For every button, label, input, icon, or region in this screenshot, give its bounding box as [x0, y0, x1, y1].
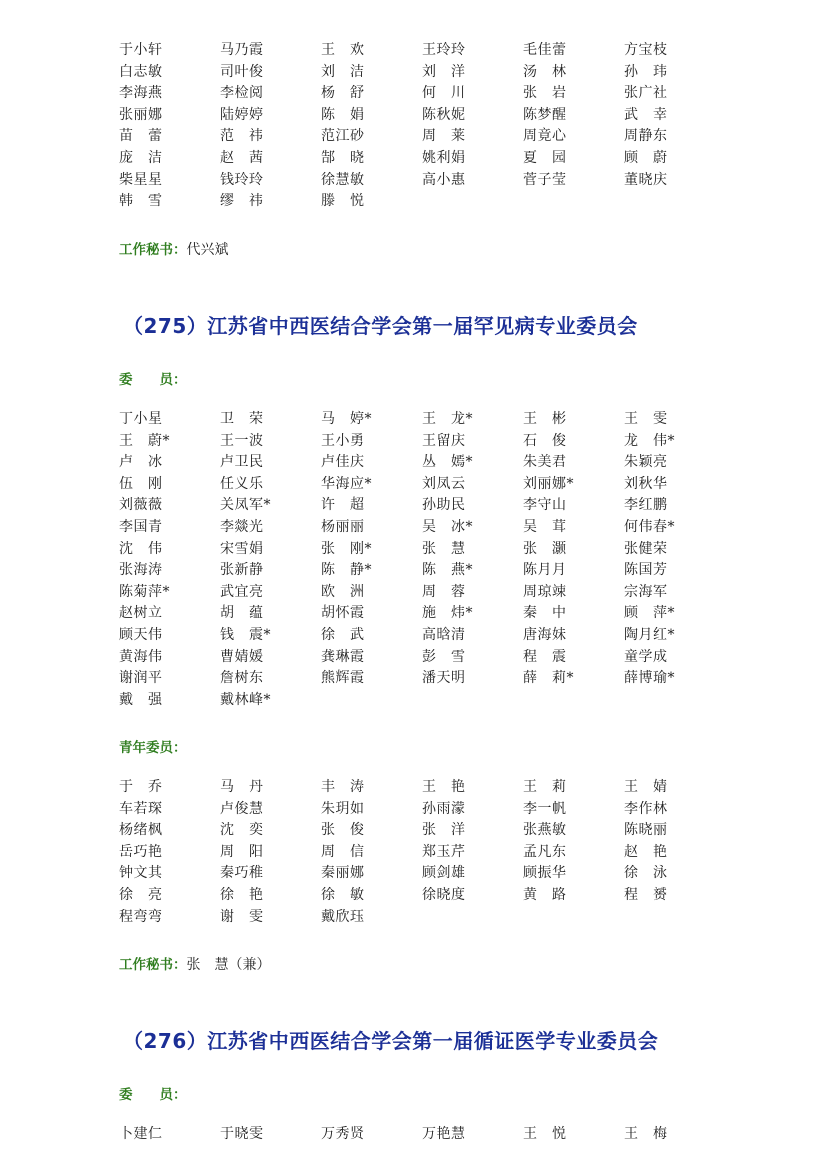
name-row — [119, 539, 739, 561]
person-name: 杨丽丽 — [321, 518, 365, 535]
section-title-275: （275）江苏省中西医结合学会第一届罕见病专业委员会 — [123, 314, 638, 338]
person-name: 程 震 — [523, 648, 567, 665]
person-name: 秦丽娜 — [321, 865, 365, 882]
name-row — [119, 603, 739, 625]
person-name: 杨绪枫 — [119, 822, 163, 839]
person-name: 刘 洋 — [422, 63, 466, 80]
person-name: 陆婷婷 — [220, 106, 264, 123]
person-name: 张 刚* — [321, 540, 372, 557]
person-name: 马 婷* — [321, 411, 372, 427]
name-row — [119, 777, 739, 799]
youth-grid-275 — [119, 777, 739, 928]
person-name: 王 婧 — [624, 779, 668, 795]
secretary-line — [119, 238, 229, 259]
secretary-line-275 — [119, 953, 271, 974]
person-name: 何伟春* — [624, 518, 675, 535]
name-row — [119, 842, 739, 864]
person-name: 孙雨濛 — [422, 800, 466, 817]
person-name: 白志敏 — [119, 63, 163, 80]
person-name: 董晓庆 — [624, 171, 668, 188]
person-name: 陈晓丽 — [624, 822, 668, 839]
person-name: 王 艳 — [422, 779, 466, 795]
person-name: 徐 亮 — [119, 886, 163, 903]
person-name: 龙 伟* — [624, 432, 675, 449]
person-name: 周 蓉 — [422, 583, 466, 600]
person-name: 高晗清 — [422, 626, 466, 643]
person-name: 童学成 — [624, 648, 668, 665]
name-row — [119, 452, 739, 474]
person-name: 夏 园 — [523, 149, 567, 166]
person-name: 张 慧 — [422, 540, 466, 557]
section-title-276: （276）江苏省中西医结合学会第一届循证医学专业委员会 — [123, 1029, 659, 1053]
name-row — [119, 83, 739, 105]
name-row — [119, 105, 739, 127]
person-name: 沈 奕 — [220, 822, 264, 839]
person-name: 王 梅 — [624, 1126, 668, 1142]
name-row — [119, 560, 739, 582]
name-row — [119, 1124, 739, 1146]
person-name: 石 俊 — [523, 432, 567, 449]
person-name: 李作林 — [624, 800, 668, 817]
name-grid-previous-committee — [119, 40, 739, 213]
name-row — [119, 885, 739, 907]
person-name: 卢 冰 — [119, 454, 163, 471]
person-name: 黄海伟 — [119, 648, 163, 665]
person-name: 朱玥如 — [321, 800, 365, 817]
person-name: 王 蔚* — [119, 432, 170, 449]
name-row — [119, 170, 739, 192]
person-name: 华海应* — [321, 475, 372, 492]
person-name: 李国青 — [119, 518, 163, 535]
person-name: 马 丹 — [220, 779, 264, 795]
person-name: 丛 嫣* — [422, 454, 473, 471]
person-name: 陈国芳 — [624, 562, 668, 579]
person-name: 司叶俊 — [220, 63, 264, 80]
person-name: 陈月月 — [523, 562, 567, 579]
person-name: 周 阳 — [220, 843, 264, 860]
person-name: 顾 蔚 — [624, 149, 668, 166]
person-name: 陈 燕* — [422, 562, 473, 579]
person-name: 熊辉霞 — [321, 670, 365, 687]
person-name: 李海燕 — [119, 85, 163, 102]
name-row — [119, 863, 739, 885]
person-name: 宋雪娟 — [220, 540, 264, 557]
person-name: 王 莉 — [523, 779, 567, 795]
person-name: 苗 蕾 — [119, 128, 163, 145]
person-name: 王 悦 — [523, 1126, 567, 1142]
secretary-name-275: 张 慧（兼） — [186, 957, 271, 973]
person-name: 杨 舒 — [321, 85, 365, 102]
person-name: 孙助民 — [422, 497, 466, 514]
person-name: 陈菊萍* — [119, 583, 170, 600]
name-row — [119, 690, 739, 712]
name-row — [119, 474, 739, 496]
person-name: 王 雯 — [624, 411, 668, 427]
person-name: 王 龙* — [422, 411, 473, 427]
name-row — [119, 495, 739, 517]
person-name: 万艳慧 — [422, 1126, 466, 1142]
person-name: 吴 冰* — [422, 518, 473, 535]
person-name: 马乃霞 — [220, 42, 264, 58]
person-name: 顾天伟 — [119, 626, 163, 643]
person-name: 姚利娟 — [422, 149, 466, 166]
name-row — [119, 148, 739, 170]
person-name: 彭 雪 — [422, 648, 466, 665]
person-name: 范 祎 — [220, 128, 264, 145]
person-name: 张海涛 — [119, 562, 163, 579]
person-name: 胡怀霞 — [321, 605, 365, 622]
person-name: 张新静 — [220, 562, 264, 579]
person-name: 张 洋 — [422, 822, 466, 839]
name-row — [119, 625, 739, 647]
person-name: 张 岩 — [523, 85, 567, 102]
person-name: 徐 武 — [321, 626, 365, 643]
person-name: 方宝枝 — [624, 42, 668, 58]
person-name: 郜 晓 — [321, 149, 365, 166]
person-name: 赵 茜 — [220, 149, 264, 166]
person-name: 周 莱 — [422, 128, 466, 145]
person-name: 李检阅 — [220, 85, 264, 102]
person-name: 胡 蕴 — [220, 605, 264, 622]
person-name: 王 彬 — [523, 411, 567, 427]
members-label-275: 委 员： — [119, 372, 187, 388]
person-name: 钱玲玲 — [220, 171, 264, 188]
person-name: 孟凡东 — [523, 843, 567, 860]
person-name: 钟文其 — [119, 865, 163, 882]
members-grid-275 — [119, 409, 739, 711]
secretary-label: 工作秘书： — [119, 242, 187, 258]
person-name: 潘天明 — [422, 670, 466, 687]
person-name: 丁小星 — [119, 411, 163, 427]
person-name: 陈梦醒 — [523, 106, 567, 123]
person-name: 卫 荣 — [220, 411, 264, 427]
person-name: 谢 雯 — [220, 908, 264, 925]
person-name: 刘 洁 — [321, 63, 365, 80]
person-name: 王玲玲 — [422, 42, 466, 58]
person-name: 薛 莉* — [523, 670, 574, 687]
person-name: 李一帆 — [523, 800, 567, 817]
person-name: 岳巧艳 — [119, 843, 163, 860]
person-name: 吴 茸 — [523, 518, 567, 535]
person-name: 程弯弯 — [119, 908, 163, 925]
members-grid-276 — [119, 1124, 739, 1146]
person-name: 周 信 — [321, 843, 365, 860]
person-name: 滕 悦 — [321, 193, 365, 210]
secretary-name: 代兴斌 — [186, 242, 229, 258]
person-name: 柴星星 — [119, 171, 163, 188]
person-name: 徐 艳 — [220, 886, 264, 903]
person-name: 张健荣 — [624, 540, 668, 557]
person-name: 李红鹏 — [624, 497, 668, 514]
name-row — [119, 191, 739, 213]
members-label-276: 委 员： — [119, 1087, 187, 1103]
name-row — [119, 62, 739, 84]
person-name: 顾 萍* — [624, 605, 675, 622]
person-name: 王留庆 — [422, 432, 466, 449]
name-row — [119, 668, 739, 690]
person-name: 欧 洲 — [321, 583, 365, 600]
person-name: 秦巧稚 — [220, 865, 264, 882]
person-name: 程 赟 — [624, 886, 668, 903]
person-name: 钱 震* — [220, 626, 271, 643]
person-name: 赵树立 — [119, 605, 163, 622]
person-name: 陈 静* — [321, 562, 372, 579]
person-name: 汤 林 — [523, 63, 567, 80]
person-name: 赵 艳 — [624, 843, 668, 860]
person-name: 周琼竦 — [523, 583, 567, 600]
person-name: 武 幸 — [624, 106, 668, 123]
name-row — [119, 647, 739, 669]
person-name: 卢卫民 — [220, 454, 264, 471]
name-row — [119, 409, 739, 431]
person-name: 朱美君 — [523, 454, 567, 471]
person-name: 于晓雯 — [220, 1126, 264, 1142]
person-name: 庞 洁 — [119, 149, 163, 166]
person-name: 毛佳蕾 — [523, 42, 567, 58]
name-row — [119, 799, 739, 821]
person-name: 黄 路 — [523, 886, 567, 903]
person-name: 戴欣珏 — [321, 908, 365, 925]
name-row — [119, 431, 739, 453]
person-name: 宗海军 — [624, 583, 668, 600]
person-name: 曹婧媛 — [220, 648, 264, 665]
person-name: 刘秋华 — [624, 475, 668, 492]
person-name: 许 超 — [321, 497, 365, 514]
person-name: 卢佳庆 — [321, 454, 365, 471]
person-name: 何 川 — [422, 85, 466, 102]
person-name: 顾剑雄 — [422, 865, 466, 882]
person-name: 车若琛 — [119, 800, 163, 817]
person-name: 张丽娜 — [119, 106, 163, 123]
person-name: 王小勇 — [321, 432, 365, 449]
person-name: 薛博瑜* — [624, 670, 675, 687]
person-name: 关凤军* — [220, 497, 271, 514]
person-name: 缪 祎 — [220, 193, 264, 210]
person-name: 伍 刚 — [119, 475, 163, 492]
person-name: 张 灏 — [523, 540, 567, 557]
person-name: 沈 伟 — [119, 540, 163, 557]
person-name: 于小轩 — [119, 42, 163, 58]
name-row — [119, 582, 739, 604]
name-row — [119, 820, 739, 842]
person-name: 徐慧敏 — [321, 171, 365, 188]
person-name: 郑玉芹 — [422, 843, 466, 860]
name-row — [119, 907, 739, 929]
name-row — [119, 126, 739, 148]
person-name: 张燕敏 — [523, 822, 567, 839]
person-name: 于 乔 — [119, 779, 163, 795]
person-name: 卜建仁 — [119, 1126, 163, 1142]
person-name: 菅子莹 — [523, 171, 567, 188]
person-name: 朱颖亮 — [624, 454, 668, 471]
person-name: 唐海妹 — [523, 626, 567, 643]
person-name: 戴 强 — [119, 691, 163, 708]
person-name: 武宜亮 — [220, 583, 264, 600]
person-name: 徐 泳 — [624, 865, 668, 882]
person-name: 刘丽娜* — [523, 475, 574, 492]
person-name: 龚琳霞 — [321, 648, 365, 665]
person-name: 周竟心 — [523, 128, 567, 145]
person-name: 李燚光 — [220, 518, 264, 535]
person-name: 戴林峰* — [220, 691, 271, 708]
person-name: 张广社 — [624, 85, 668, 102]
youth-label-275: 青年委员： — [119, 740, 187, 756]
person-name: 丰 涛 — [321, 779, 365, 795]
person-name: 刘凤云 — [422, 475, 466, 492]
person-name: 王 欢 — [321, 42, 365, 58]
person-name: 孙 玮 — [624, 63, 668, 80]
person-name: 范江砂 — [321, 128, 365, 145]
name-row — [119, 40, 739, 62]
name-row — [119, 517, 739, 539]
person-name: 施 炜* — [422, 605, 473, 622]
person-name: 秦 中 — [523, 605, 567, 622]
person-name: 徐 敏 — [321, 886, 365, 903]
person-name: 周静东 — [624, 128, 668, 145]
person-name: 陈秋妮 — [422, 106, 466, 123]
person-name: 陶月红* — [624, 626, 675, 643]
person-name: 谢润平 — [119, 670, 163, 687]
person-name: 李守山 — [523, 497, 567, 514]
person-name: 任义乐 — [220, 475, 264, 492]
secretary-label-275: 工作秘书： — [119, 957, 187, 973]
person-name: 徐晓度 — [422, 886, 466, 903]
person-name: 卢俊慧 — [220, 800, 264, 817]
person-name: 张 俊 — [321, 822, 365, 839]
person-name: 韩 雪 — [119, 193, 163, 210]
person-name: 詹树东 — [220, 670, 264, 687]
person-name: 顾振华 — [523, 865, 567, 882]
person-name: 万秀贤 — [321, 1126, 365, 1142]
person-name: 刘薇薇 — [119, 497, 163, 514]
person-name: 高小惠 — [422, 171, 466, 188]
person-name: 陈 娟 — [321, 106, 365, 123]
person-name: 王一波 — [220, 432, 264, 449]
